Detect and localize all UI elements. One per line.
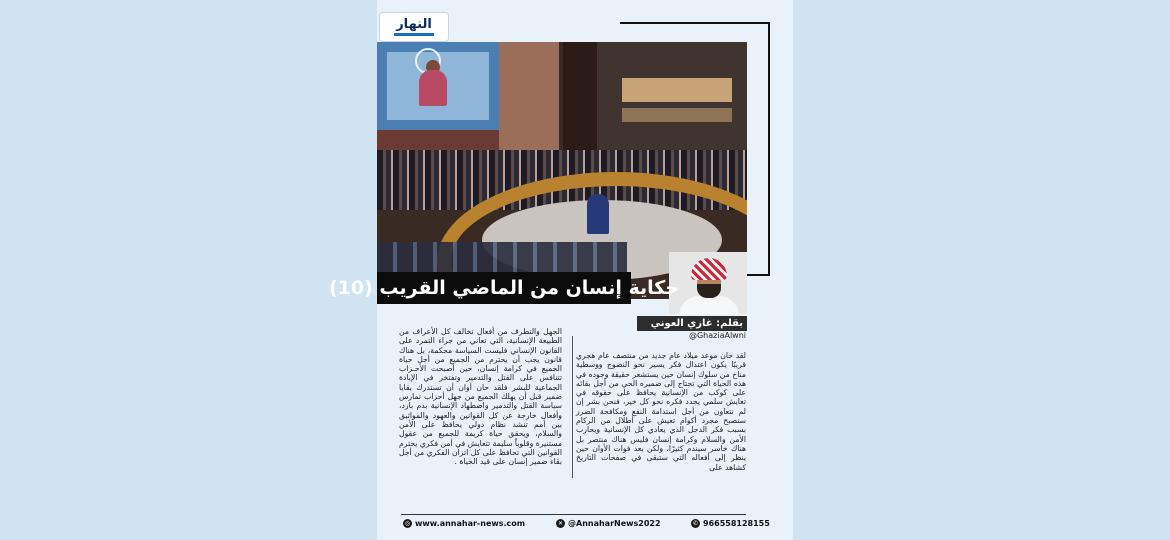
article-title-box (328, 272, 680, 304)
article-column-right: لقد حان موعد ميلاد عام جديد من منتصف عام هجري قريبًا يكون اعتدال فكر يسير نحو النضوج ووسطية مناخ من سلوك إنسان حين يستشعر حقيقة وجوده في هذه الحياة التي تحتاج إلى ضميره الحي من أجل بقائه على كوكب من الإنسانية يحافظ على حقوقه في تعايش سلمي يجدد فكره نحو كل خير، فنحن بشر إن لم نتعاون من أجل استدامة النفع ومكافحة الضرر سنصبح مجرد أكوام تعيش على أطلال من الركام بسبب فكر الدجل الذي يعادي كل الإنسانية ويحارب الأمن والسلام وكرامة إنسان فليس هناك منتصر بل هناك خاسر سيندم كثيرًا، ولكن بعد فوات الأوان حين ينظر إلى أفعاله التي ستبقى في صفحات التاريخ كشاهد على (576, 351, 746, 472)
globe-icon: ◎ (404, 519, 411, 527)
frame-line-bottom (745, 274, 770, 276)
whatsapp-icon: ✆ (692, 519, 699, 527)
author-byline: بقلم: غازي العوني (637, 316, 747, 331)
video-screen (377, 42, 499, 130)
article-title: حكاية إنسان من الماضي القريب (10) (328, 277, 680, 299)
footer-divider (401, 514, 746, 515)
x-logo-icon: ✕ (557, 519, 564, 527)
x-handle-text: @AnnaharNews2022 (568, 518, 661, 528)
footer-website[interactable] (403, 516, 525, 530)
logo-underline (394, 33, 434, 36)
footer-whatsapp[interactable] (691, 516, 770, 530)
frame-line-top (620, 22, 770, 24)
frame-line-right (768, 22, 770, 276)
author-portrait (669, 252, 747, 314)
logo-text: النهار (396, 17, 432, 32)
column-divider (572, 336, 573, 478)
footer-x-handle[interactable] (556, 516, 661, 530)
website-text: www.annahar-news.com (415, 518, 526, 528)
whatsapp-text: 966558128155 (703, 518, 770, 528)
article-column-left: الجهل والتطرف من أفعال تخالف كل الأعراف من الطبيعة الإنسانية، التي تعاني من جراء التمرد على القانون الإنساني فليست السياسة محكمة، بل هناك قانون يجب أن يحترم من الجميع من أجل حياة الجميع في كرامة إنسان، حين أصبحت الأحـزاب تتنافس على القتل والتدمير وتفتخر في الإبادة الجماعية للبشر فلقد حان أوان أن تستدرك بقايا ضمير قبل أن يهلك الجميع من جهل أحزاب تمارس سياسة القتل والتدمير واضطهاد الإنسانية بدم بارد، وأفعال خارجة عن كل القوانين والعهود والمواثيق بين أمم تنشد نظام دولي يحافظ على الأمن والسلام، ويحقق حياة كريمة للجميع من عقول مستنيرة وقلوباً سليمة تتعايش في أمن فكري يحترم القوانين التي تحافظ على كل اتزان الفكري من أجل بقاء ضمير إنسان على قيد الحياة . (399, 327, 562, 467)
author-handle: @GhaziaAlwni (688, 331, 746, 340)
annahar-logo (379, 12, 449, 42)
